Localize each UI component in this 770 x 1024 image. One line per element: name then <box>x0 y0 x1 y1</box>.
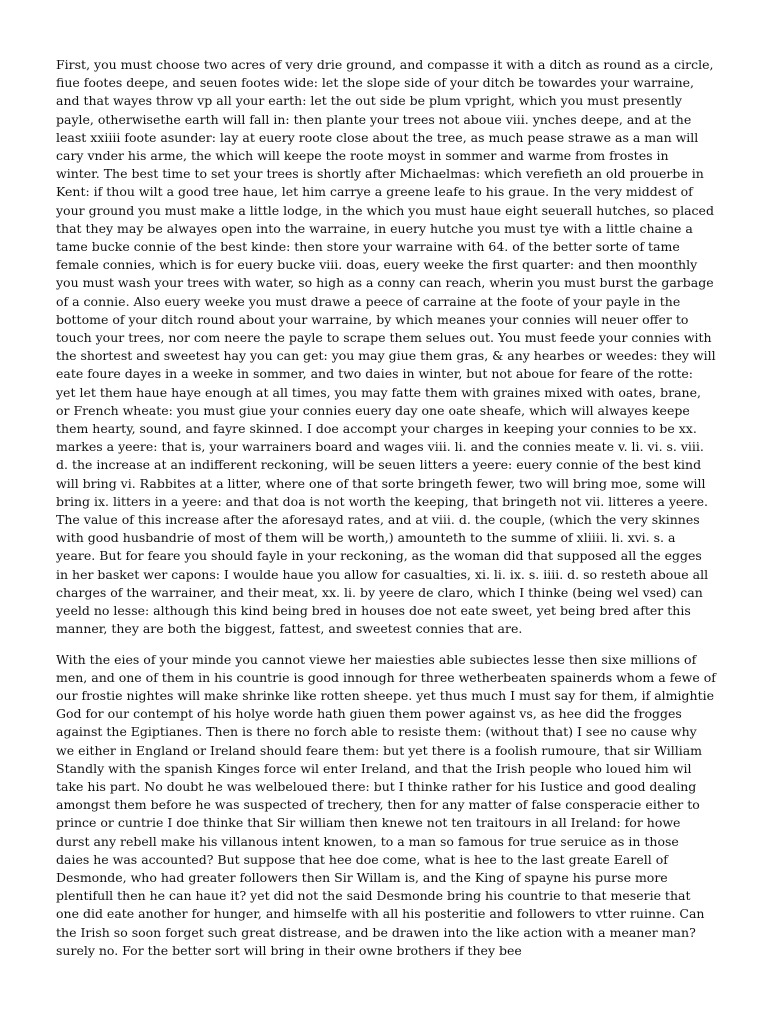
paragraph-subjects: With the eies of your minde you cannot viewe her maiesties able subiectes lesse then sixe millions of men, and one of them in his countrie is good innough for three wetherbeaten spainerds whom a fewe of our frostie nightes will make shrinke like rotten sheepe. yet thus much I must say for them, if almightie God for our contempt of his holye worde hath giuen them power against vs, as hee did the frogges against the Egiptianes. Then is there no forch able to resiste them: (without that) I see no cause why we either in England or Ireland should feare them: but yet there is a foolish rumoure, that sir William Standly with the spanish Kinges force wil enter Ireland, and that the Irish people who loued him wil take his part. No doubt he was welbeloued there: but I thinke rather for his Iustice and good dealing amongst them before he was suspected of trechery, then for any matter of false consperacie either to prince or cuntrie I doe thinke that Sir william then knewe not ten traitours in all Ireland: for howe durst any rebell make his villanous intent knowen, to a man so famous for true seruice as in those daies he was accounted? But suppose that hee doe come, what is hee to the last greate Earell of Desmonde, who had greater followers then Sir Willam is, and the King of spayne his purse more plentifull then he can haue it? yet did not the said Desmonde bring his countrie to that meserie that one did eate another for hunger, and himselfe with all his posteritie and followers to vtter ruinne. Can the Irish so soon forget such great distrease, and be drawen into the like action with a meaner man? surely no. For the better sort will bring in their owne brothers if they bee <box>56 651 716 958</box>
document-page <box>56 56 716 972</box>
paragraph-warren: First, you must choose two acres of very drie ground, and compasse it with a ditch as round as a circle, fiue footes deepe, and seuen footes wide: let the slope side of your ditch be towardes your warraine, and that wayes throw vp all your earth: let the out side be plum vpright, which you must presently payle, otherwisethe earth will fall in: then plante your trees not aboue viii. ynches deepe, and at the least xxiiii foote asunder: lay at euery roote close about the tree, as much pease strawe as a man will cary vnder his arme, the which will keepe the roote moyst in sommer and warme from frostes in winter. The best time to set your trees is shortly after Michaelmas: which verefieth an old prouerbe in Kent: if thou wilt a good tree haue, let him carrye a greene leafe to his graue. In the very middest of your ground you must make a little lodge, in the which you must haue eight seuerall hutches, so placed that they may be alwayes open into the warraine, in euery hutche you must tye with a little chaine a tame bucke connie of the best kinde: then store your warraine with 64. of the better sorte of tame female connies, which is for euery bucke viii. doas, euery weeke the first quarter: and then moonthly you must wash your trees with water, so high as a conny can reach, wherin you must burst the garbage of a connie. Also euery weeke you must drawe a peece of carraine at the foote of your payle in the bottome of your ditch round about your warraine, by which meanes your connies will neuer offer to touch your trees, nor com neere the payle to scrape them selues out. You must feede your connies with the shortest and sweetest hay you can get: you may giue them gras, & any hearbes or weedes: they will eate foure dayes in a weeke in sommer, and two daies in winter, but not aboue for feare of the rotte: yet let them haue haye enough at all times, you may fatte them with graines mixed with oates, brane, or French wheate: you must giue your connies euery day one oate sheafe, which will alwayes keepe them hearty, sound, and fayre skinned. I doe accompt your charges in keeping your connies to be xx. markes a yeere: that is, your warrainers board and wages viii. li. and the connies meate v. li. vi. s. viii. d. the increase at an indifferent reckoning, will be seuen litters a yeere: euery connie of the best kind will bring vi. Rabbites at a litter, where one of that sorte bringeth fewer, two will bring moe, some will bring ix. litters in a yeere: and that doa is not worth the keeping, that bringeth not vii. litteres a yeere. The value of this increase after the aforesayd rates, and at viii. d. the couple, (which the very skinnes with good husbandrie of most of them will be worth,) amounteth to the summe of xliiii. li. xvi. s. a yeare. But for feare you should fayle in your reckoning, as the woman did that supposed all the egges in her basket wer capons: I woulde haue you allow for casualties, xi. li. ix. s. iiii. d. so resteth aboue all charges of the warrainer, and their meat, xx. li. by yeere de claro, which I thinke (being wel vsed) can yeeld no lesse: although this kind being bred in houses doe not eate sweet, yet being bred after this manner, they are both the biggest, fattest, and sweetest connies that are. <box>56 57 716 637</box>
